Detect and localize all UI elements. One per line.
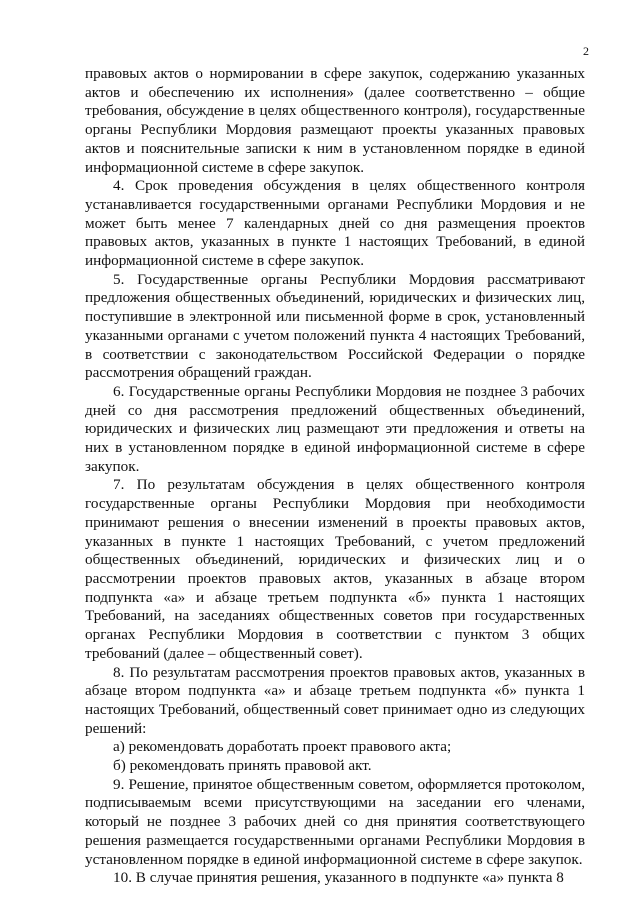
paragraph-8-item-b: б) рекомендовать принять правовой акт. [113,757,372,775]
paragraph-4: 4. Срок проведения обсуждения в целях общественного контроля устанавливается государственными органами Республики Мордовия и не может быть менее 7 календарных дней со дня размещения проектов правовых актов, указанных в пункте 1 настоящих Требований, в единой информационной системе в сфере закупок. [85,177,585,270]
paragraph-8: 8. По результатам рассмотрения проектов правовых актов, указанных в абзаце втором подпункта «а» и абзаце третьем подпункта «б» пункта 1 настоящих Требований, общественный совет принимает одно из следующих решений: [85,663,585,737]
page-number: 2 [583,44,589,58]
document-body [85,65,585,888]
paragraph-9: 9. Решение, принятое общественным советом, оформляется протоколом, подписываемым всеми присутствующими на заседании его членами, который не позднее 3 рабочих дней со дня принятия соответствующего решения размещается государственными органами Республики Мордовия в установленном порядке в единой информационной системе в сфере закупок. [85,775,585,868]
paragraph-6: 6. Государственные органы Республики Мордовия не позднее 3 рабочих дней со дня рассмотрения предложений общественных объединений, юридических и физических лиц размещают эти предложения и ответы на них в установленном порядке в единой информационной системе в сфере закупок. [85,382,585,475]
paragraph-10-start: 10. В случае принятия решения, указанного в подпункте «а» пункта 8 [113,869,564,887]
paragraph-5: 5. Государственные органы Республики Мордовия рассматривают предложения общественных объединений, юридических и физических лиц, поступившие в электронной или письменной форме в срок, установленный указанными органами с учетом положений пункта 4 настоящих Требований, в соответствии с законодательством Российской Федерации о порядке рассмотрения обращений граждан. [85,270,585,382]
paragraph-7: 7. По результатам обсуждения в целях общественного контроля государственные органы Республики Мордовия при необходимости принимают решения о внесении изменений в проекты правовых актов, указанных в пункте 1 настоящих Требований, с учетом предложений общественных объединений, юридических и физических лиц и о рассмотрении проектов правовых актов, указанных в абзаце втором подпункта «а» и абзаце третьем подпункта «б» пункта 1 настоящих Требований, на заседаниях общественных советов при государственных органах Республики Мордовия в соответствии с пунктом 3 общих требований (далее – общественный совет). [85,476,585,662]
paragraph-8-item-a: а) рекомендовать доработать проект правового акта; [113,738,452,756]
paragraph-3-continuation: правовых актов о нормировании в сфере закупок, содержанию указанных актов и обеспечению их исполнения» (далее соответственно – общие требования, обсуждение в целях общественного контроля), государственные органы Республики Мордовия размещают проекты указанных правовых актов и пояснительные записки к ним в установленном порядке в единой информационной системе в сфере закупок. [85,65,585,176]
